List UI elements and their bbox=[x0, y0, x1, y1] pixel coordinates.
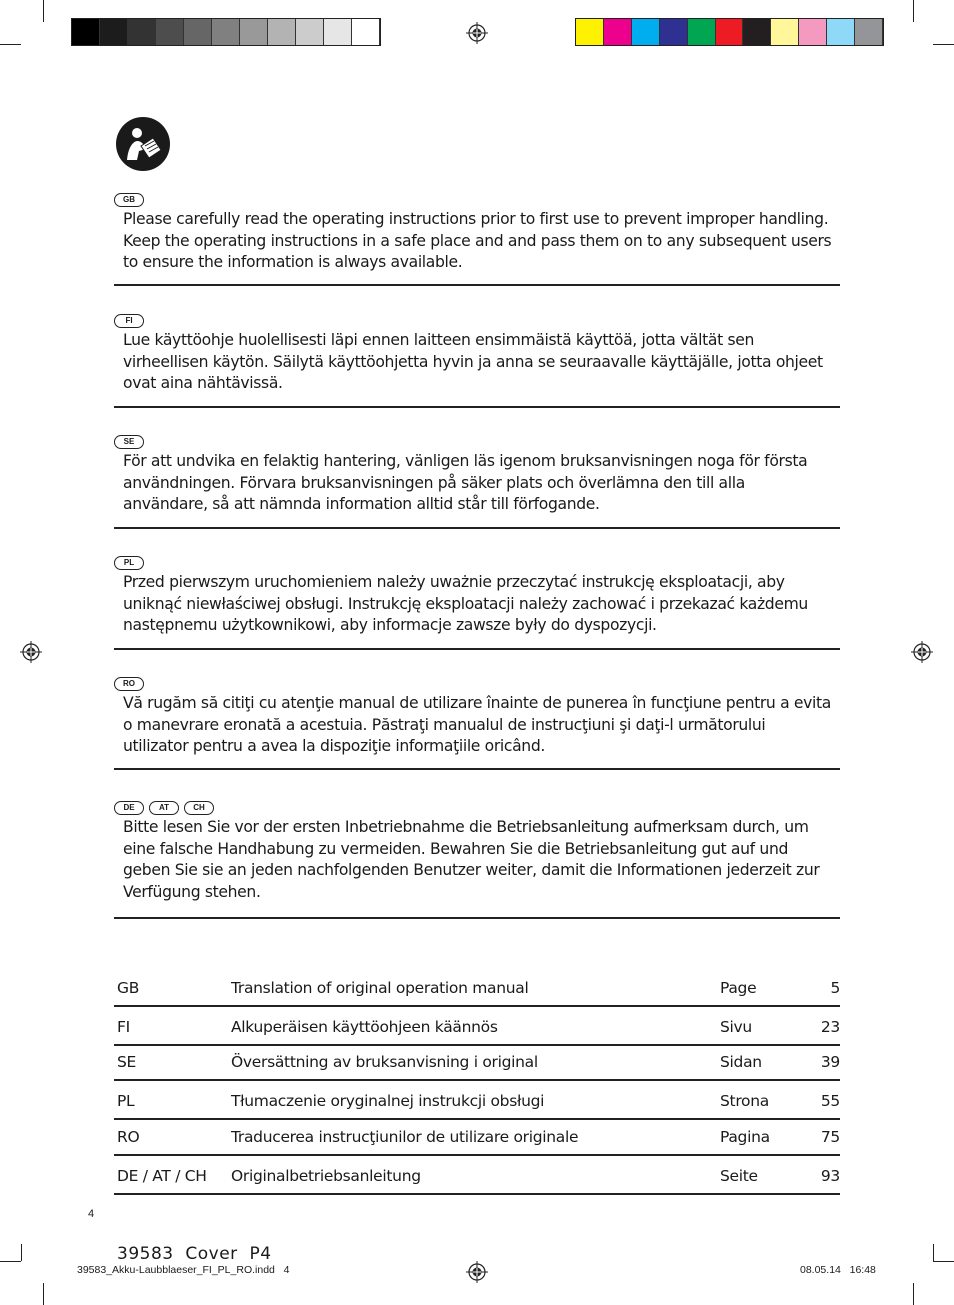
toc-title: Alkuperäisen käyttöohjeen käännös bbox=[231, 1018, 498, 1036]
read-manual-icon bbox=[115, 116, 171, 172]
color-swatch bbox=[632, 19, 660, 45]
language-badges bbox=[114, 314, 840, 328]
instruction-text: Bitte lesen Sie vor der ersten Inbetriebnahme die Betriebsanleitung aufmerksam durch, um eine falsche Handhabung zu vermeiden. Bewahren Sie die Betriebsanleitung gut auf und geben Sie sie an jeden nachfolgenden Benutzer weiter, damit die Informationen jederzeit zur Verfügung stehen. bbox=[123, 818, 820, 902]
color-swatch bbox=[743, 19, 771, 45]
table-divider bbox=[114, 1118, 840, 1120]
language-section-se bbox=[114, 435, 840, 516]
gray-swatch bbox=[212, 19, 240, 45]
toc-language-code: SE bbox=[117, 1053, 137, 1071]
registration-mark-icon bbox=[466, 22, 488, 44]
color-swatch bbox=[827, 19, 855, 45]
toc-language-code: PL bbox=[117, 1092, 135, 1110]
toc-row bbox=[116, 1018, 840, 1038]
language-section-gb bbox=[114, 193, 840, 274]
language-badge: AT bbox=[149, 801, 179, 815]
section-divider bbox=[114, 648, 840, 650]
language-badges bbox=[114, 556, 840, 570]
toc-title: Traducerea instrucţiunilor de utilizare originale bbox=[231, 1128, 579, 1146]
toc-page-number: 39 bbox=[820, 1053, 840, 1071]
grayscale-color-bar bbox=[71, 18, 381, 46]
footer-file-name: 39583_Akku-Laubblaeser_FI_PL_RO.indd 4 bbox=[77, 1264, 290, 1276]
toc-title: Translation of original operation manual bbox=[231, 979, 529, 997]
crop-mark bbox=[913, 1283, 914, 1305]
toc-page-label: Sivu bbox=[720, 1018, 752, 1036]
toc-page-label: Strona bbox=[720, 1092, 769, 1110]
instruction-text: För att undvika en felaktig hantering, vänligen läs igenom bruksanvisningen noga för första användningen. Förvara bruksanvisningen på säker plats och överlämna den till alla användare, så att nämnda information alltid står till förfogande. bbox=[123, 452, 808, 514]
section-divider bbox=[114, 284, 840, 286]
language-badges bbox=[114, 435, 840, 449]
crop-mark bbox=[933, 1261, 954, 1262]
registration-mark-icon bbox=[20, 641, 42, 663]
language-badges bbox=[114, 801, 840, 815]
toc-page-label: Pagina bbox=[720, 1128, 770, 1146]
toc-language-code: FI bbox=[117, 1018, 130, 1036]
language-badge: SE bbox=[114, 435, 144, 449]
toc-language-code: RO bbox=[117, 1128, 140, 1146]
crop-mark bbox=[43, 1283, 44, 1305]
gray-swatch bbox=[72, 19, 100, 45]
gray-swatch bbox=[268, 19, 296, 45]
gray-swatch bbox=[184, 19, 212, 45]
gray-swatch bbox=[324, 19, 352, 45]
toc-language-code: DE / AT / CH bbox=[117, 1167, 207, 1185]
crop-mark bbox=[933, 44, 954, 45]
language-badge: RO bbox=[114, 677, 144, 691]
toc-title: Tłumaczenie oryginalnej instrukcji obsługi bbox=[231, 1092, 545, 1110]
toc-page-number: 5 bbox=[830, 979, 840, 997]
language-badge: GB bbox=[114, 193, 144, 207]
gray-swatch bbox=[240, 19, 268, 45]
language-badge: CH bbox=[184, 801, 214, 815]
toc-page-number: 93 bbox=[820, 1167, 840, 1185]
color-swatch bbox=[771, 19, 799, 45]
crop-mark bbox=[43, 0, 44, 22]
language-badge: FI bbox=[114, 314, 144, 328]
crop-mark bbox=[21, 1244, 22, 1261]
section-divider bbox=[114, 768, 840, 770]
language-section-ro bbox=[114, 677, 840, 758]
color-swatch bbox=[688, 19, 716, 45]
toc-title: Originalbetriebsanleitung bbox=[231, 1167, 421, 1185]
color-swatch bbox=[576, 19, 604, 45]
section-divider bbox=[114, 406, 840, 408]
gray-swatch bbox=[100, 19, 128, 45]
footer-timestamp: 08.05.14 16:48 bbox=[800, 1264, 876, 1276]
toc-row bbox=[116, 1167, 840, 1187]
color-swatch bbox=[716, 19, 744, 45]
gray-swatch bbox=[156, 19, 184, 45]
toc-row bbox=[116, 1128, 840, 1148]
toc-page-label: Seite bbox=[720, 1167, 758, 1185]
language-badge: PL bbox=[114, 556, 144, 570]
crop-mark bbox=[0, 1261, 21, 1262]
table-divider bbox=[114, 1079, 840, 1081]
job-slug: 39583 Cover P4 bbox=[117, 1244, 272, 1264]
gray-swatch bbox=[352, 19, 380, 45]
gray-swatch bbox=[296, 19, 324, 45]
color-swatch bbox=[604, 19, 632, 45]
registration-mark-icon bbox=[911, 641, 933, 663]
color-swatch bbox=[799, 19, 827, 45]
table-divider bbox=[114, 1044, 840, 1046]
table-divider bbox=[114, 1005, 840, 1007]
toc-language-code: GB bbox=[117, 979, 140, 997]
color-swatch bbox=[855, 19, 883, 45]
toc-title: Översättning av bruksanvisning i original bbox=[231, 1053, 538, 1071]
section-divider bbox=[114, 917, 840, 919]
page-number: 4 bbox=[88, 1208, 95, 1220]
gray-swatch bbox=[128, 19, 156, 45]
crop-mark bbox=[913, 0, 914, 22]
toc-row bbox=[116, 979, 840, 999]
color-swatch bbox=[660, 19, 688, 45]
crop-mark bbox=[933, 1244, 934, 1261]
language-badge: DE bbox=[114, 801, 144, 815]
toc-row bbox=[116, 1053, 840, 1073]
toc-page-number: 55 bbox=[820, 1092, 840, 1110]
language-badges bbox=[114, 677, 840, 691]
section-divider bbox=[114, 527, 840, 529]
table-divider bbox=[114, 1154, 840, 1156]
language-section-pl bbox=[114, 556, 840, 637]
toc-row bbox=[116, 1092, 840, 1112]
toc-page-number: 23 bbox=[820, 1018, 840, 1036]
language-section-fi bbox=[114, 314, 840, 395]
toc-page-number: 75 bbox=[820, 1128, 840, 1146]
table-divider bbox=[114, 1193, 840, 1195]
language-section-de-at-ch bbox=[114, 801, 840, 904]
instruction-text: Przed pierwszym uruchomieniem należy uważnie przeczytać instrukcję eksploatacji, aby uniknąć niewłaściwej obsługi. Instrukcję eksploatacji należy zachować i przekazać każdemu następnemu użytkownikowi, aby informacje zawsze były do dyspozycji. bbox=[123, 573, 808, 635]
language-badges bbox=[114, 193, 840, 207]
process-color-bar bbox=[575, 18, 884, 46]
toc-page-label: Sidan bbox=[720, 1053, 762, 1071]
instruction-text: Please carefully read the operating instructions prior to first use to prevent improper handling. Keep the operating instructions in a safe place and and pass them on to any subsequent users to ensure the information is always available. bbox=[123, 210, 832, 272]
registration-mark-icon bbox=[466, 1261, 488, 1283]
crop-mark bbox=[0, 44, 21, 45]
instruction-text: Lue käyttöohje huolellisesti läpi ennen laitteen ensimmäistä käyttöä, jotta vältät sen virheellisen käytön. Säilytä käyttöohjetta hyvin ja anna se seuraavalle käyttäjälle, jotta ohjeet ovat aina nähtävissä. bbox=[123, 331, 823, 393]
toc-page-label: Page bbox=[720, 979, 757, 997]
instruction-text: Vă rugăm să citiţi cu atenţie manual de utilizare înainte de punerea în funcţiune pentru a evita o manevrare eronată a acestuia. Păstraţi manualul de instrucţiuni şi daţi-l următorului utilizator pentru a avea la dispoziţie informaţiile oricând. bbox=[123, 694, 831, 756]
